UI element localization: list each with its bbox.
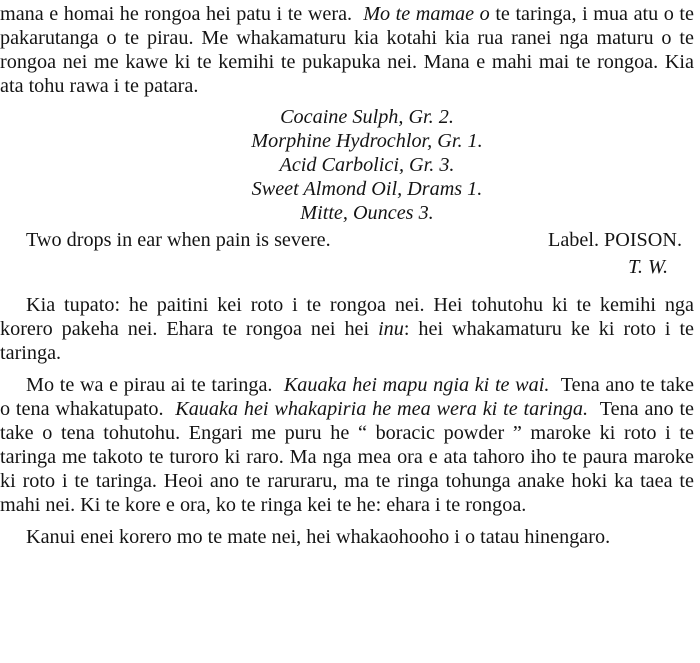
paragraph-2	[0, 293, 694, 365]
paragraph-2-text: Kia tupato: he paitini kei roto i te rongoa nei. Hei tohutohu ki te kemihi nga korero pakeha nei. Ehara te rongoa nei hei	[0, 294, 694, 340]
dosage-instruction	[0, 228, 694, 252]
paragraph-3-italic-1: Kauaka hei mapu ngia ki te wai.	[283, 374, 550, 396]
prescription-line: Morphine Hydrochlor, Gr. 1.	[251, 130, 483, 152]
prescription-block	[40, 105, 694, 225]
paragraph-4	[0, 525, 694, 549]
paragraph-3-text-1: Mo te wa e pirau ai te taringa.	[26, 374, 273, 396]
paragraph-1	[0, 2, 694, 98]
prescription-line: Acid Carbolici, Gr. 3.	[279, 154, 455, 176]
paragraph-4-text: Kanui enei korero mo te mate nei, hei whakaohooho i o tatau hinengaro.	[26, 526, 611, 548]
paragraph-2-italic: inu	[378, 318, 404, 340]
paragraph-3-text-3: Tena ano te take o tena tohutohu. Engari me puru he “ boracic powder ” maroke ki roto i te taringa me takoto te turoro ki raro. Ma nga mea ora e ata tahoro iho te paura maroke ki roto i te taringa. Heoi ano te raruraru, ma te ringa tohunga anake hoki ka taea te mahi nei. Ki te kore e ora, ko te ringa kei te he: ehara i te rongoa.	[0, 398, 695, 516]
paragraph-2-text-2: : hei whakamaturu ke ki roto i te taringa.	[0, 318, 695, 364]
paragraph-3-italic-2: Kauaka hei whakapiria he mea wera ki te taringa.	[175, 398, 589, 420]
poison-label: Label. POISON.	[547, 229, 682, 251]
paragraph-1-text-2: te taringa, i mua atu o te pakarutanga o te pirau. Me whakamaturu kia kotahi kia rua ranei nga maturu o te rongoa nei me kawe ki te kemihi te pukapuka nei. Mana e mahi mai te rongoa. Kia ata tohu rawa i te patara.	[0, 3, 695, 97]
prescription-line: Mitte, Ounces 3.	[300, 202, 434, 224]
prescription-line: Cocaine Sulph, Gr. 2.	[280, 106, 454, 128]
paragraph-1-italic: Mo te mamae o	[363, 3, 490, 25]
dosage-text: Two drops in ear when pain is severe.	[26, 229, 331, 251]
author-signature: T. W.	[628, 256, 668, 278]
paragraph-3-text-2: Tena ano te take o tena whakatupato.	[0, 374, 695, 420]
paragraph-1-text: mana e homai he rongoa hei patu i te wera.	[0, 3, 353, 25]
prescription-line: Sweet Almond Oil, Drams 1.	[251, 178, 483, 200]
paragraph-3	[0, 373, 694, 517]
